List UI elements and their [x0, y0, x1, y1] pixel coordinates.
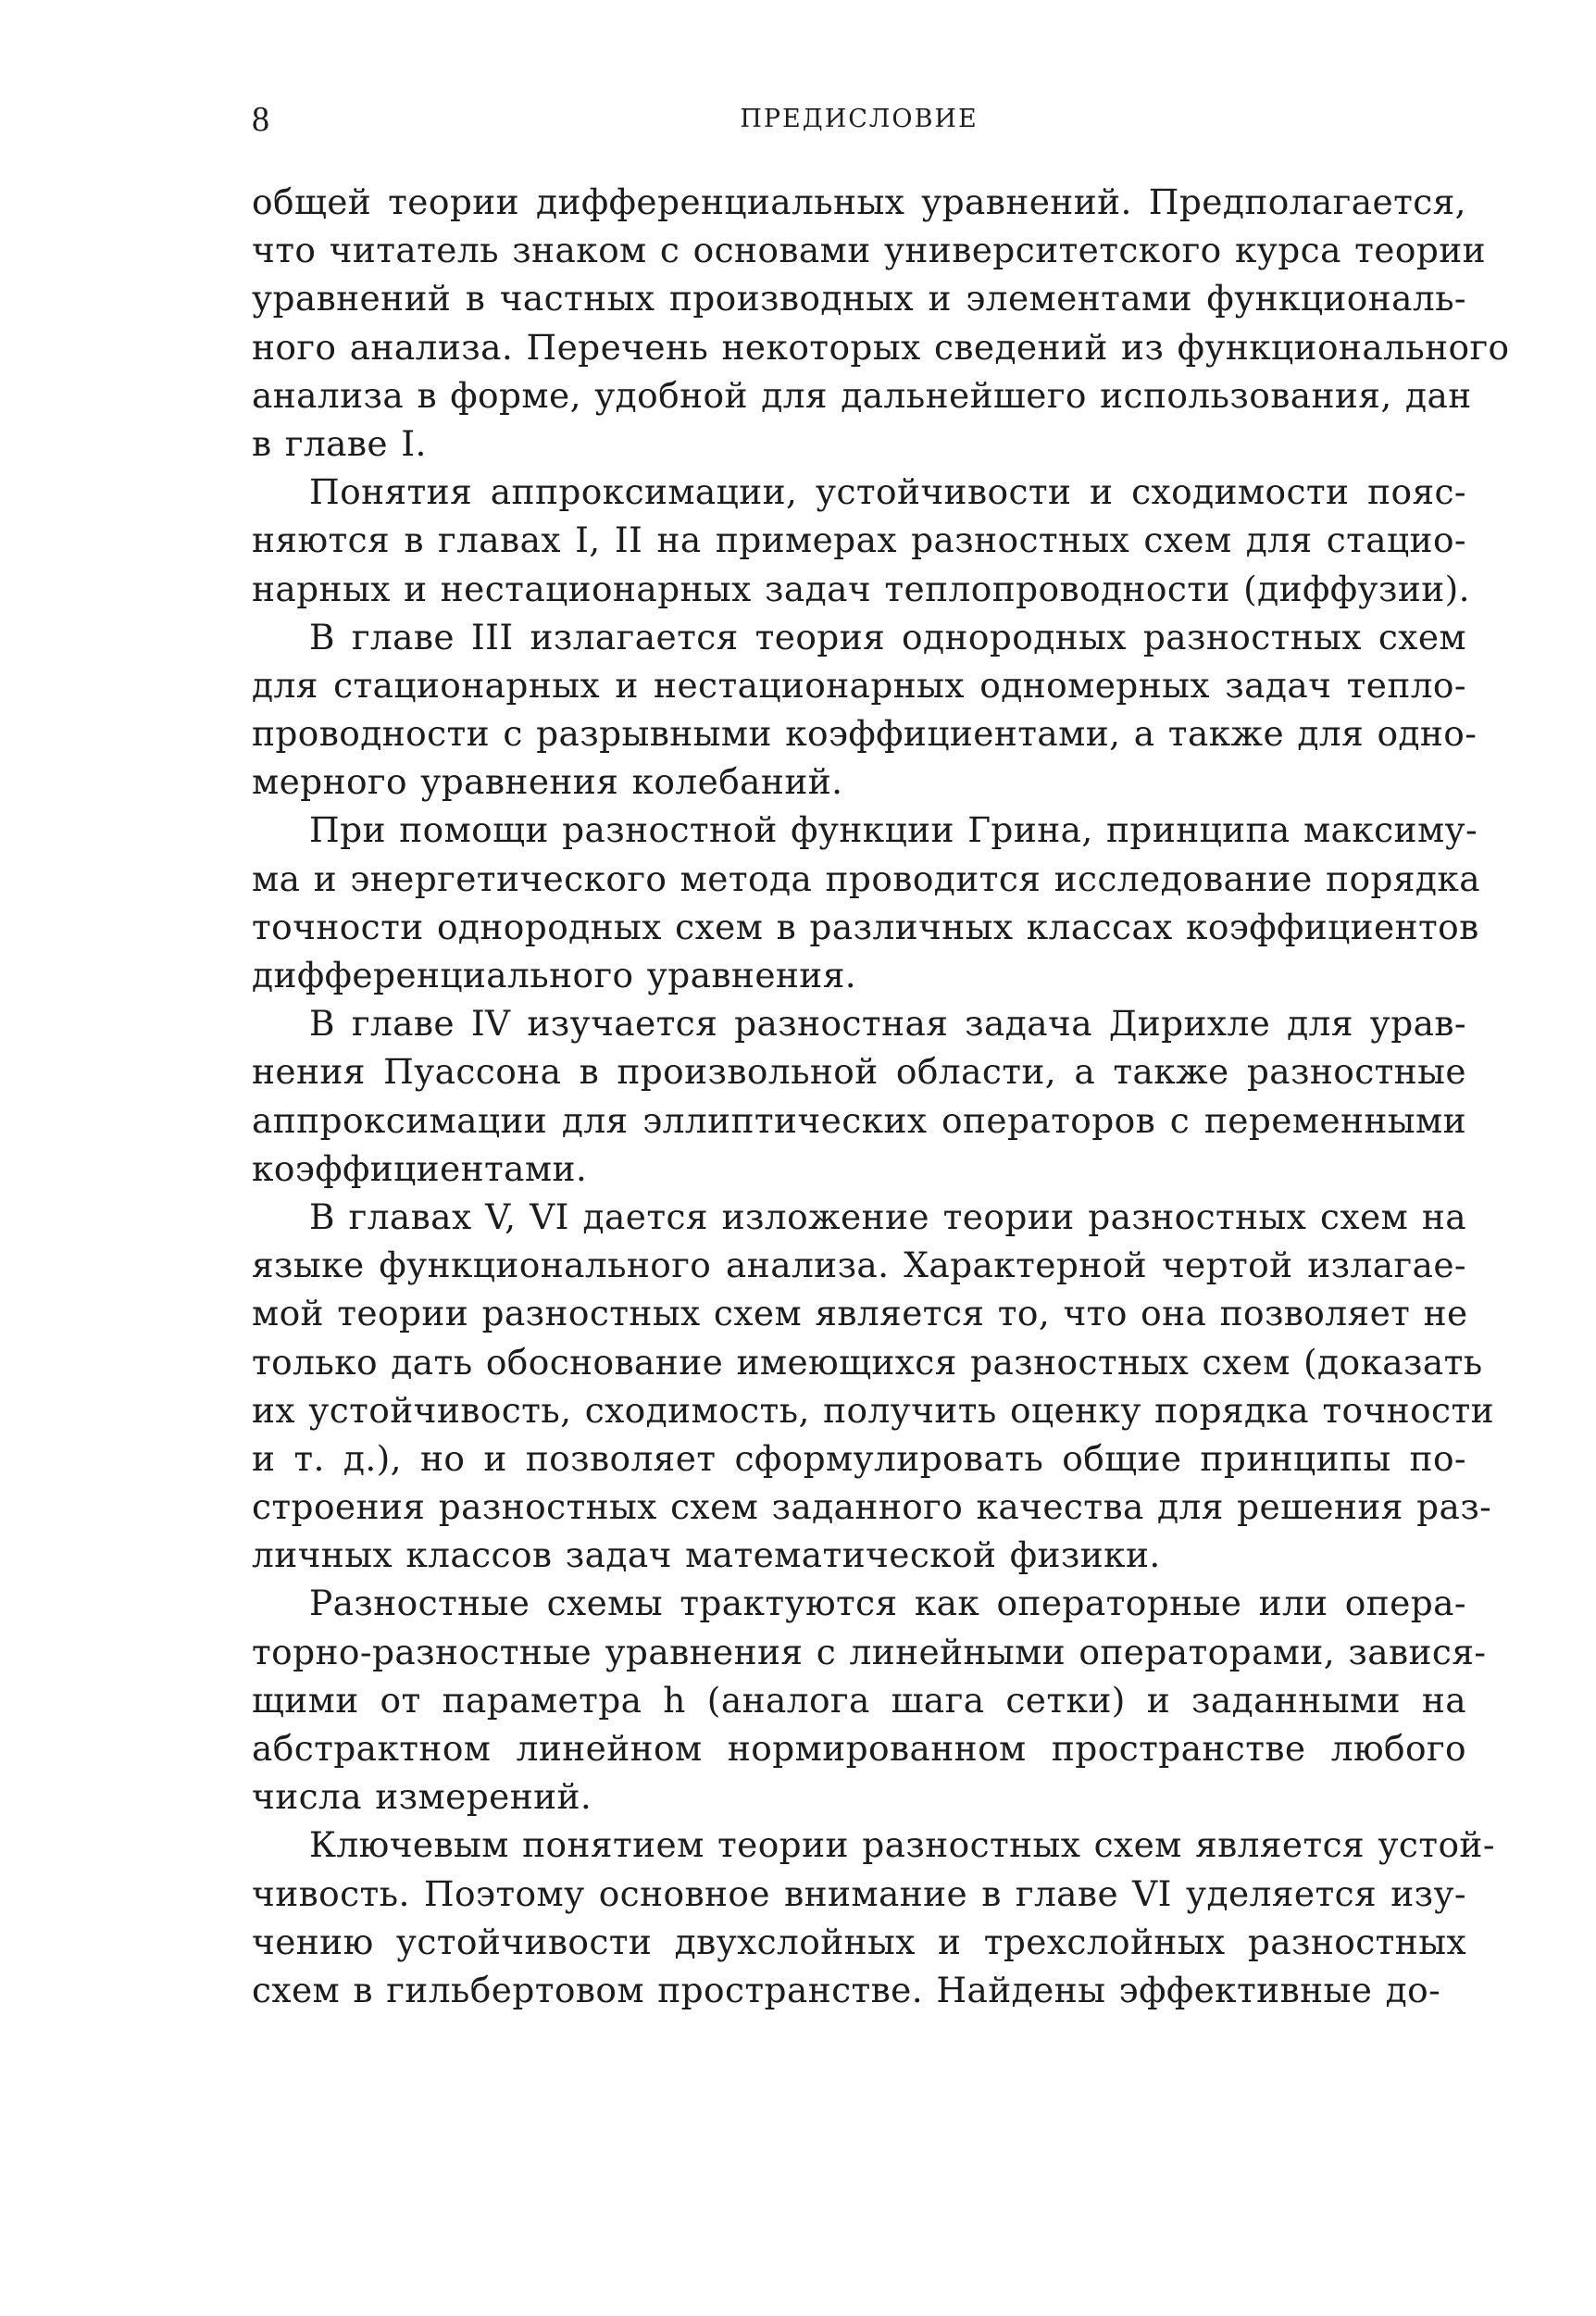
text-line: абстрактном линейном нормированном пространстве любого: [252, 1728, 1466, 1769]
text-line: личных классов задач математической физики.: [252, 1534, 1161, 1576]
text-line: В главе IV изучается разностная задача Дирихле для урав-: [309, 1003, 1466, 1045]
paragraph: [252, 468, 1470, 613]
text-line: уравнений в частных производных и элементами функциональ-: [252, 278, 1466, 319]
text-line: общей теории дифференциальных уравнений. Предполагается,: [252, 182, 1466, 222]
text-line: строения разностных схем заданного качества для решения раз-: [252, 1486, 1492, 1528]
text-line: В главе III излагается теория однородных разностных схем: [309, 616, 1466, 657]
text-line: чению устойчивости двухслойных и трехслойных разностных: [252, 1921, 1466, 1962]
text-line: и т. д.), но и позволяет сформулировать общие принципы по-: [252, 1437, 1466, 1479]
text-line: няются в главах I, II на примерах разностных схем для стацио-: [252, 520, 1466, 561]
text-line: щими от параметра h (аналога шага сетки) и заданными на: [252, 1679, 1466, 1721]
text-line: чивость. Поэтому основное внимание в главе VI уделяется изу-: [252, 1872, 1466, 1914]
text-line: только дать обоснование имеющихся разностных схем (доказать: [252, 1341, 1483, 1383]
paragraph: [252, 613, 1478, 807]
body-text: [252, 178, 1510, 2014]
text-line: коэффициентами.: [252, 1147, 588, 1189]
text-line: точности однородных схем в различных классах коэффициентов: [252, 906, 1479, 947]
paragraph: [252, 1579, 1487, 1821]
text-line: ма и энергетического метода проводится исследование порядка: [252, 858, 1480, 899]
paragraph: [252, 1821, 1495, 2014]
text-line: анализа в форме, удобной для дальнейшего использования, дан: [252, 374, 1472, 416]
text-line: в главе I.: [252, 422, 427, 464]
text-line: ного анализа. Перечень некоторых сведений из функционального: [252, 326, 1510, 368]
text-line: Разностные схемы трактуются как операторные или опера-: [309, 1583, 1466, 1624]
text-line: Ключевым понятием теории разностных схем является устой-: [309, 1824, 1495, 1866]
running-head: [252, 96, 1466, 143]
text-line: дифференциального уравнения.: [252, 955, 857, 995]
paragraph: [252, 999, 1466, 1193]
text-line: нения Пуассона в произвольной области, а также разностные: [252, 1051, 1466, 1093]
text-line: проводности с разрывными коэффициентами, а также для одно-: [252, 713, 1478, 755]
text-line: аппроксимации для эллиптических операторов с переменными: [252, 1099, 1466, 1141]
text-line: В главах V, VI дается изложение теории разностных схем на: [309, 1196, 1466, 1237]
text-line: схем в гильбертовом пространстве. Найдены эффективные до-: [252, 1969, 1441, 2010]
paragraph: [252, 1193, 1494, 1580]
text-line: мерного уравнения колебаний.: [252, 761, 843, 803]
text-line: числа измерений.: [252, 1776, 592, 1818]
paragraph: [252, 178, 1510, 468]
text-line: Понятия аппроксимации, устойчивости и сходимости пояс-: [309, 471, 1466, 513]
running-title: ПРЕДИСЛОВИЕ: [740, 105, 979, 133]
text-line: для стационарных и нестационарных одномерных задач тепло-: [252, 664, 1466, 706]
text-line: языке функционального анализа. Характерной чертой излагае-: [252, 1245, 1466, 1286]
paragraph: [252, 806, 1480, 999]
text-line: мой теории разностных схем является то, что она позволяет не: [252, 1293, 1468, 1334]
text-line: нарных и нестационарных задач теплопроводности (диффузии).: [252, 568, 1470, 609]
page-number: 8: [252, 100, 269, 139]
text-line: их устойчивость, сходимость, получить оценку порядка точности: [252, 1389, 1494, 1431]
text-line: При помощи разностной функции Грина, принципа максиму-: [309, 809, 1478, 851]
text-line: что читатель знаком с основами университетского курса теории: [252, 230, 1487, 271]
text-line: торно-разностные уравнения с линейными операторами, завися-: [252, 1631, 1487, 1672]
